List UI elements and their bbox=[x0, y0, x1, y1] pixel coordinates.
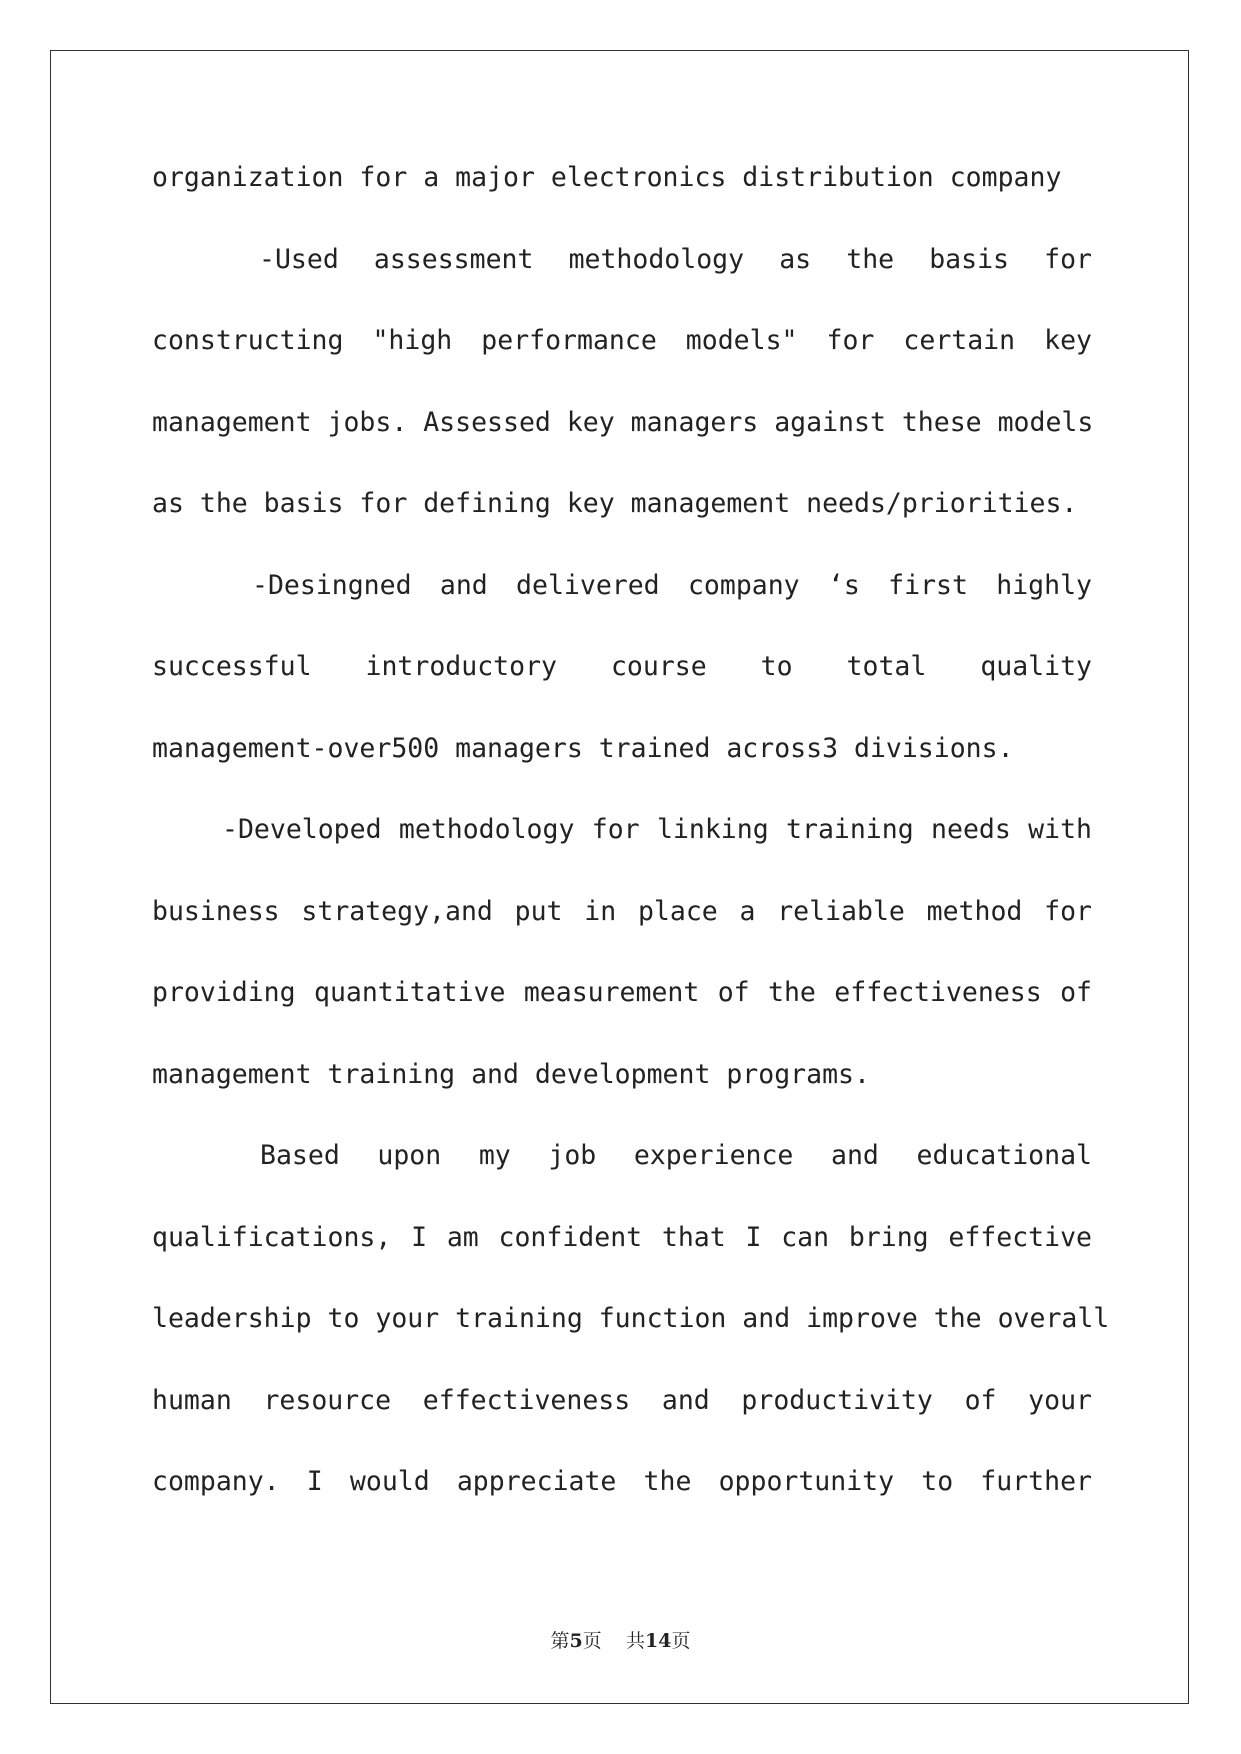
text-line: management jobs. Assessed key managers against these models bbox=[152, 406, 1094, 438]
document-body bbox=[152, 158, 1110, 1544]
text-line: -Desingned and delivered company ‘s first highly bbox=[252, 569, 1092, 601]
text-line: human resource effectiveness and productivity of your bbox=[152, 1384, 1092, 1416]
text-line: leadership to your training function and improve the overall bbox=[152, 1303, 1110, 1334]
text-line: -Developed methodology for linking training needs with bbox=[222, 814, 1092, 845]
text-line: constructing "high performance models" for certain key bbox=[152, 325, 1092, 356]
current-page-number: 5 bbox=[569, 1630, 583, 1652]
text-line: qualifications, I am confident that I can bring effective bbox=[152, 1221, 1092, 1253]
text-line: -Used assessment methodology as the basis for bbox=[259, 243, 1092, 275]
text-line: business strategy,and put in place a reliable method for bbox=[152, 895, 1092, 927]
footer-total-prefix: 共 bbox=[625, 1630, 645, 1652]
total-pages-number: 14 bbox=[644, 1630, 672, 1652]
text-line: Based upon my job experience and educational bbox=[260, 1140, 1092, 1171]
text-line: providing quantitative measurement of the effectiveness of bbox=[152, 977, 1092, 1008]
text-line: as the basis for defining key management needs/priorities. bbox=[152, 488, 1078, 519]
page-footer bbox=[0, 1626, 1241, 1653]
text-line: management-over500 managers trained across3 divisions. bbox=[152, 732, 1014, 764]
footer-page-suffix: 页 bbox=[582, 1630, 602, 1652]
text-line: successful introductory course to total quality bbox=[152, 651, 1092, 682]
text-line: company. I would appreciate the opportunity to further bbox=[152, 1466, 1092, 1497]
text-line: organization for a major electronics distribution company bbox=[152, 162, 1062, 193]
footer-prefix: 第 bbox=[550, 1630, 570, 1652]
text-line: management training and development programs. bbox=[152, 1058, 870, 1090]
footer-total-suffix: 页 bbox=[671, 1630, 691, 1652]
